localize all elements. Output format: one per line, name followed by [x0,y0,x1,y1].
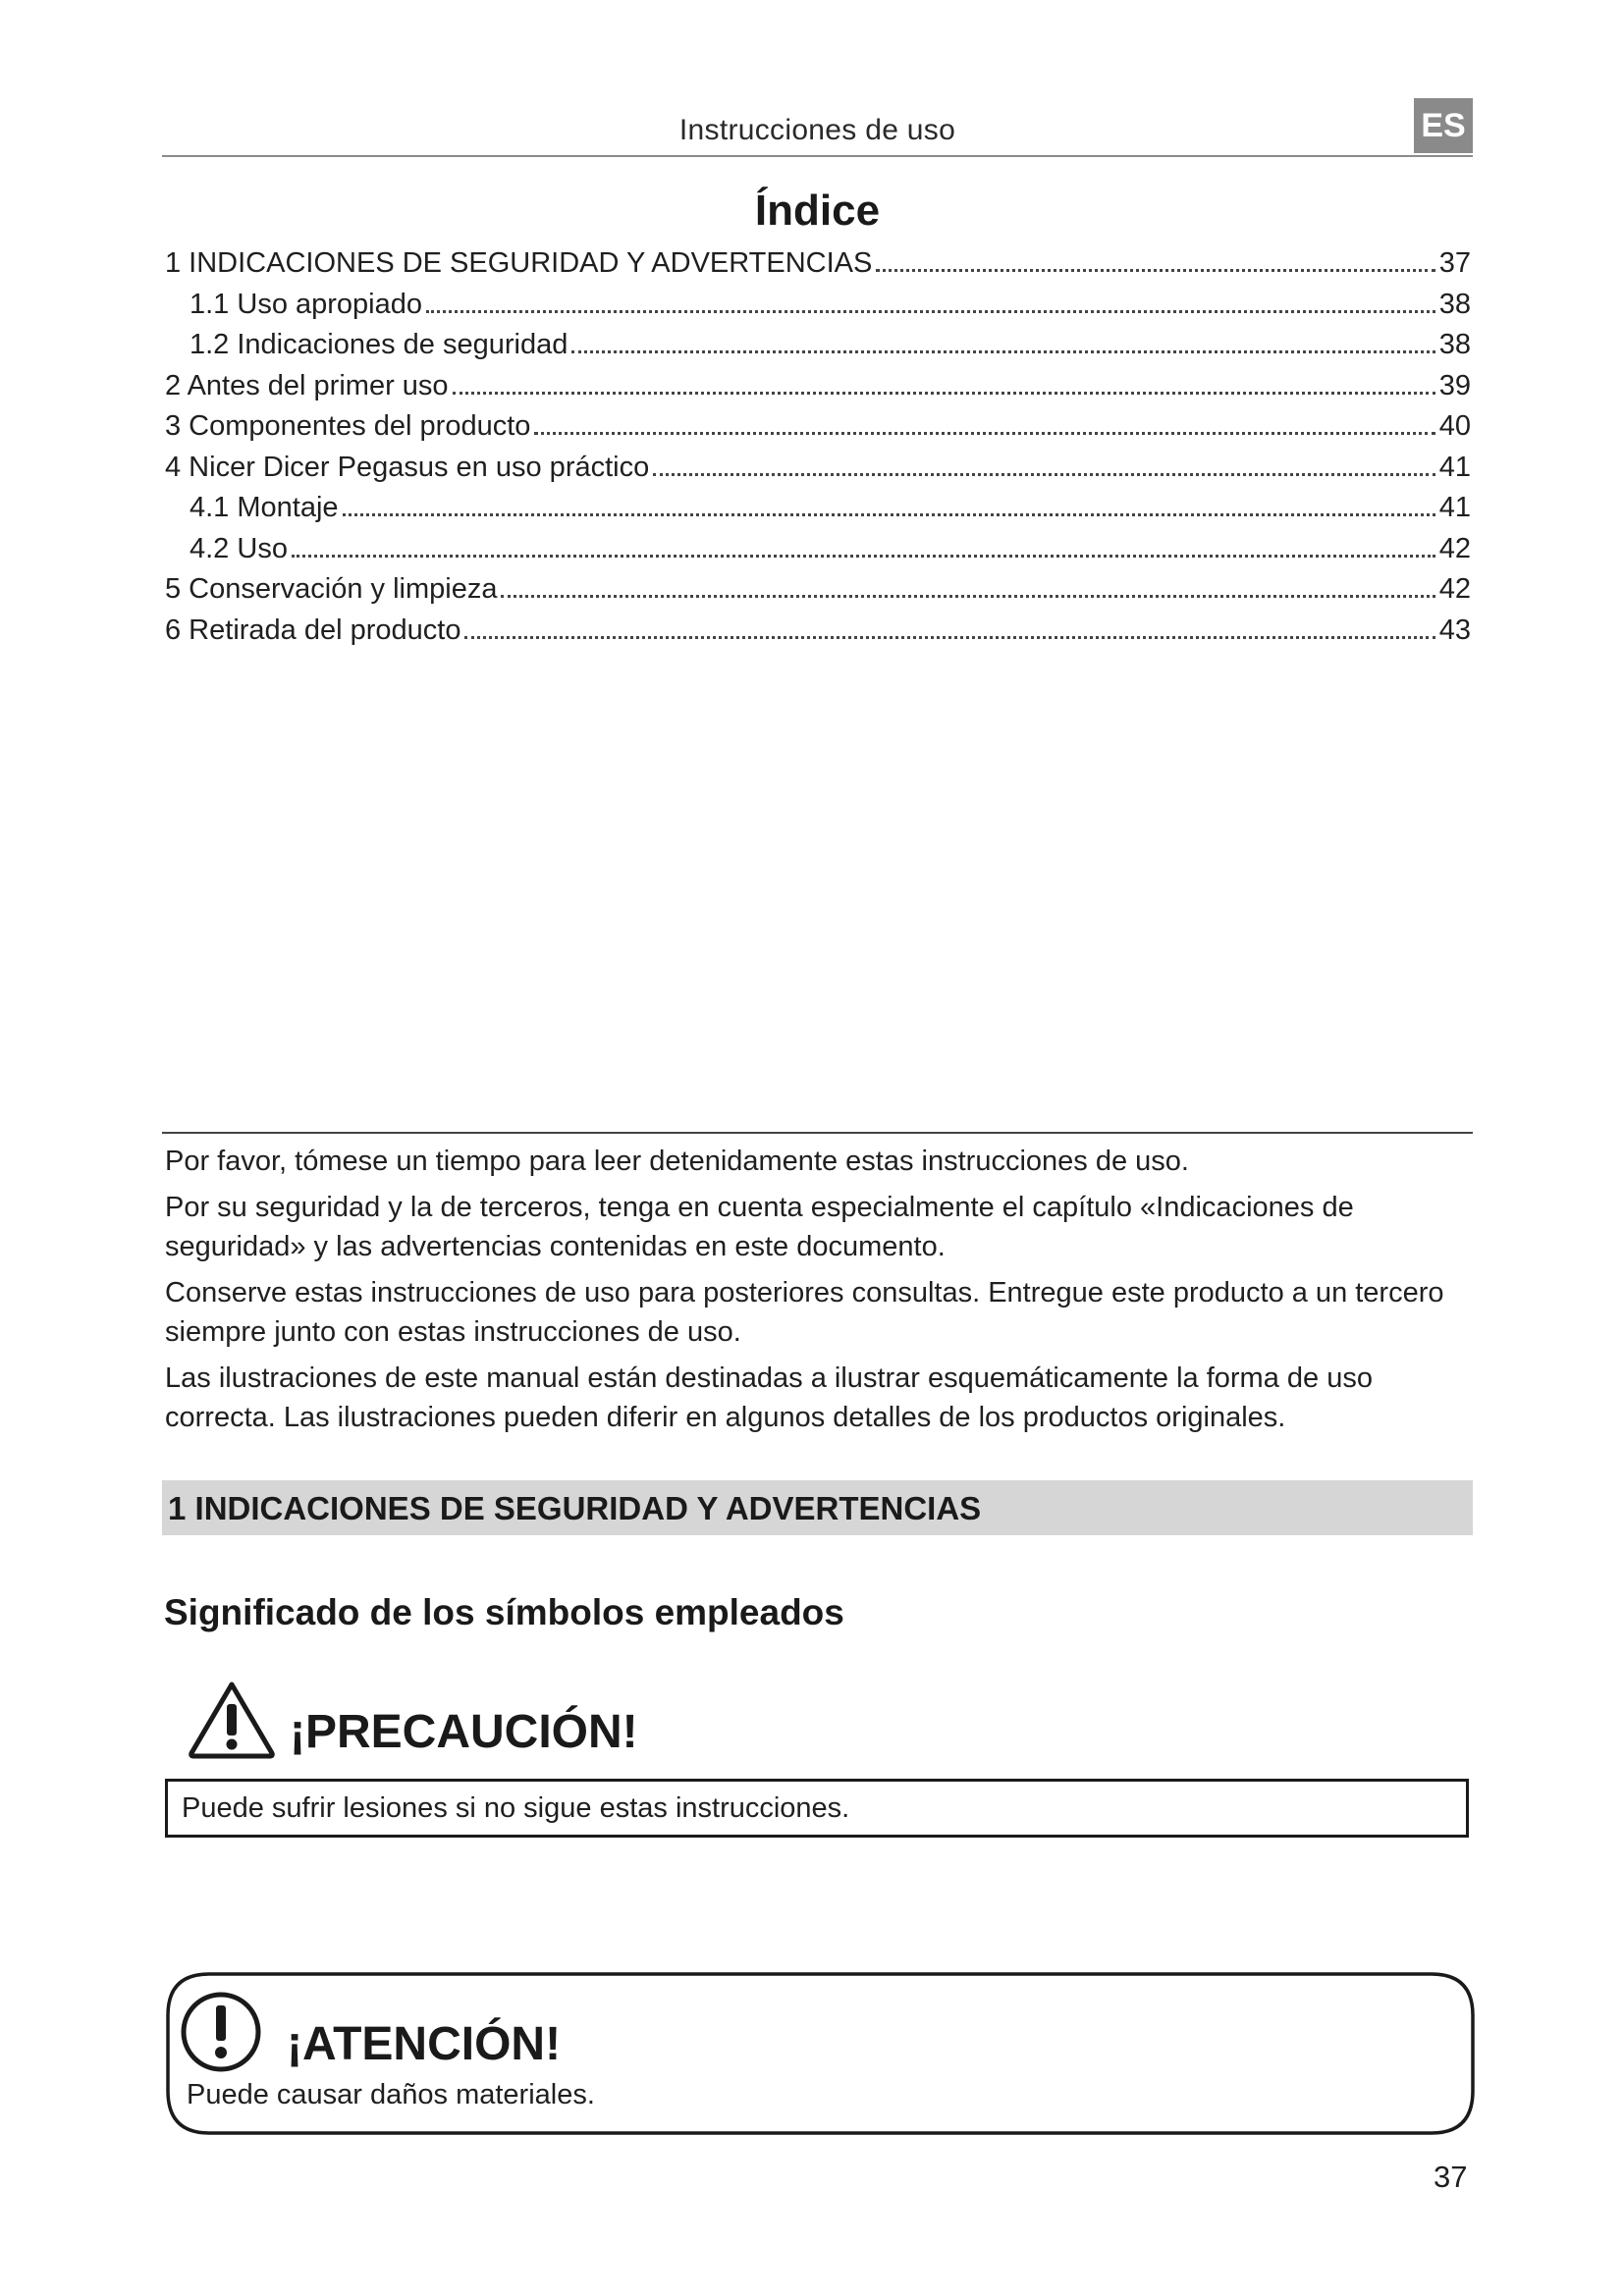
intro-paragraph: Por favor, tómese un tiempo para leer detenidamente estas instrucciones de uso. [165,1146,1189,1177]
attention-title: ¡ATENCIÓN! [287,2018,562,2070]
toc-item-label: 3 Componentes del producto [165,410,531,442]
toc-leader-dots [426,310,1435,313]
toc-item[interactable] [165,452,1471,493]
toc-item-page: 38 [1438,329,1471,360]
toc-item[interactable] [165,533,1471,574]
warning-triangle-icon [187,1679,277,1759]
toc-item-page: 42 [1438,532,1471,564]
section-header [162,1480,1473,1535]
attention-text: Puede causar daños materiales. [187,2079,595,2110]
toc-item-page: 41 [1438,492,1471,523]
section-title: 1 INDICACIONES DE SEGURIDAD Y ADVERTENCIAS [168,1490,982,1526]
horizontal-divider [162,1132,1473,1134]
toc-item-page: 43 [1438,614,1471,646]
toc-item[interactable] [165,492,1471,533]
caution-box [165,1779,1469,1838]
intro-paragraph: Por su seguridad y la de terceros, tenga en cuenta especialmente el capítulo «Indicaciones de seguridad» y las advertencias contenidas en este documento. [165,1192,1354,1262]
toc-item[interactable] [165,329,1471,370]
toc-leader-dots [292,555,1435,558]
toc-item-label: 5 Conservación y limpieza [165,573,498,605]
toc-item-page: 39 [1438,369,1471,401]
toc-leader-dots [653,473,1435,476]
exclamation-circle-icon [179,1990,263,2074]
header-title: Instrucciones de uso [678,114,956,146]
toc-item-label: 6 Retirada del producto [165,614,461,646]
toc-item[interactable] [165,289,1471,330]
intro-paragraph: Conserve estas instrucciones de uso para posteriores consultas. Entregue este producto a un tercero siempre junto con estas instrucciones de uso. [165,1277,1444,1348]
toc-item-label: 1.1 Uso apropiado [189,288,422,320]
toc-item-label: 1 INDICACIONES DE SEGURIDAD Y ADVERTENCIAS [165,247,873,279]
toc-item-page: 38 [1438,288,1471,320]
toc-item-label: 2 Antes del primer uso [165,369,449,401]
toc-item[interactable] [165,247,1471,289]
symbols-subheading: Significado de los símbolos empleados [164,1592,844,1632]
toc-leader-dots [464,636,1435,639]
toc-item[interactable] [165,573,1471,614]
toc-leader-dots [876,269,1435,272]
toc-item-label: 4.1 Montaje [189,492,339,523]
toc-item[interactable] [165,614,1471,656]
table-of-contents [165,247,1471,655]
toc-leader-dots [501,595,1435,598]
toc-title: Índice [754,187,881,235]
language-badge: ES [1414,98,1473,153]
toc-item[interactable] [165,410,1471,452]
toc-item-label: 1.2 Indicaciones de seguridad [189,329,568,360]
toc-item-page: 40 [1438,410,1471,442]
toc-item-page: 41 [1438,451,1471,483]
intro-paragraph: Las ilustraciones de este manual están destinadas a ilustrar esquemáticamente la forma de uso correcta. Las ilustraciones pueden diferir en algunos detalles de los productos originales. [165,1362,1373,1433]
toc-leader-dots [453,392,1435,395]
toc-item-page: 42 [1438,573,1471,605]
caution-text: Puede sufrir lesiones si no sigue estas instrucciones. [182,1792,850,1824]
toc-item-label: 4.2 Uso [189,532,288,564]
intro-text [165,1142,1481,1444]
toc-leader-dots [343,513,1435,516]
toc-item-page: 37 [1438,247,1471,279]
caution-title: ¡PRECAUCIÓN! [290,1706,638,1758]
toc-item-label: 4 Nicer Dicer Pegasus en uso práctico [165,451,650,483]
toc-item[interactable] [165,370,1471,411]
page-header [162,98,1473,157]
toc-leader-dots [571,350,1435,353]
toc-leader-dots [534,432,1435,435]
page-number: 37 [1434,2160,1468,2194]
